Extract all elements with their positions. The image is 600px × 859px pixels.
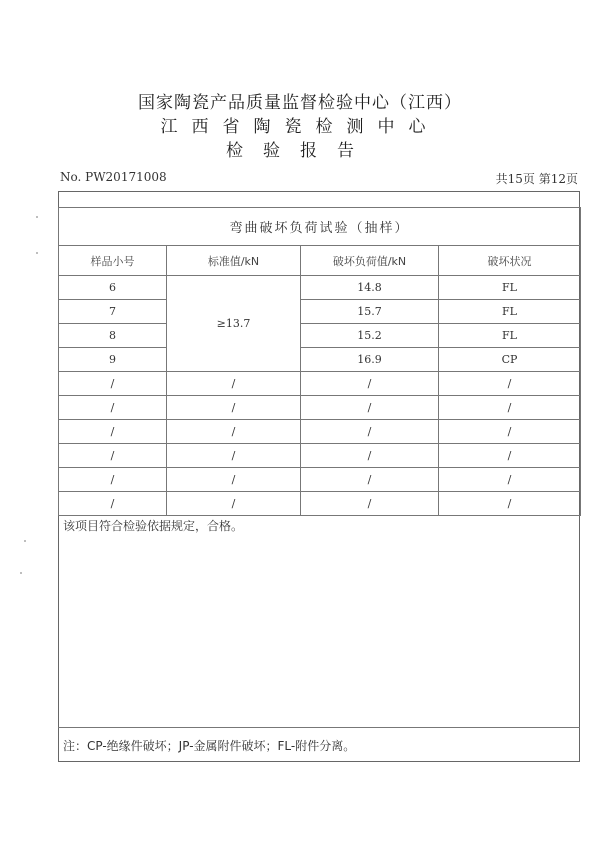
column-header-status: 破坏状况 — [439, 246, 581, 276]
empty-cell: / — [59, 444, 167, 468]
scan-speck — [36, 252, 38, 254]
empty-table-row — [59, 372, 581, 396]
empty-cell: / — [167, 468, 301, 492]
load-cell: 16.9 — [301, 348, 439, 372]
empty-cell: / — [167, 420, 301, 444]
table-caption: 弯曲破坏负荷试验（抽样） — [59, 208, 581, 246]
empty-table-row — [59, 420, 581, 444]
empty-cell: / — [167, 372, 301, 396]
empty-cell: / — [439, 492, 581, 516]
sample-cell: 9 — [59, 348, 167, 372]
column-header-sample: 样品小号 — [59, 246, 167, 276]
empty-cell: / — [59, 492, 167, 516]
sample-cell: 7 — [59, 300, 167, 324]
empty-cell: / — [439, 420, 581, 444]
empty-cell: / — [59, 420, 167, 444]
empty-cell: / — [59, 468, 167, 492]
empty-table-row — [59, 468, 581, 492]
sample-cell: 6 — [59, 276, 167, 300]
empty-cell: / — [167, 444, 301, 468]
column-header-load: 破坏负荷值/kN — [301, 246, 439, 276]
abbreviation-note: 注：CP-绝缘件破坏；JP-金属附件破坏；FL-附件分离。 — [63, 739, 356, 753]
empty-cell: / — [439, 396, 581, 420]
empty-cell: / — [439, 372, 581, 396]
table-row — [59, 276, 581, 300]
column-header-standard: 标准值/kN — [167, 246, 301, 276]
report-number: No. PW20171008 — [60, 170, 167, 184]
results-table — [58, 207, 581, 516]
scan-speck — [24, 540, 26, 542]
load-cell: 14.8 — [301, 276, 439, 300]
sample-cell: 8 — [59, 324, 167, 348]
load-cell: 15.7 — [301, 300, 439, 324]
empty-cell: / — [301, 396, 439, 420]
empty-cell: / — [439, 444, 581, 468]
status-cell: CP — [439, 348, 581, 372]
empty-cell: / — [301, 420, 439, 444]
empty-cell: / — [301, 492, 439, 516]
report-title-line3: 检验报告 — [226, 141, 374, 161]
empty-table-row — [59, 396, 581, 420]
table-row — [59, 348, 581, 372]
empty-cell: / — [167, 396, 301, 420]
scan-speck — [20, 572, 22, 574]
empty-cell: / — [59, 396, 167, 420]
status-cell: FL — [439, 324, 581, 348]
report-title-line2: 江西省陶瓷检测中心 — [160, 117, 440, 137]
empty-cell: / — [167, 492, 301, 516]
empty-table-row — [59, 492, 581, 516]
page-info: 共15页 第12页 — [495, 172, 578, 186]
scan-speck — [36, 216, 38, 218]
table-row — [59, 300, 581, 324]
empty-table-row — [59, 444, 581, 468]
empty-cell: / — [439, 468, 581, 492]
table-row — [59, 324, 581, 348]
status-cell: FL — [439, 300, 581, 324]
empty-cell: / — [59, 372, 167, 396]
load-cell: 15.2 — [301, 324, 439, 348]
note-divider — [58, 727, 580, 728]
empty-cell: / — [301, 372, 439, 396]
test-conclusion: 该项目符合检验依据规定，合格。 — [63, 519, 244, 533]
standard-value-cell: ≥13.7 — [167, 276, 301, 372]
status-cell: FL — [439, 276, 581, 300]
empty-cell: / — [301, 468, 439, 492]
report-title-line1: 国家陶瓷产品质量监督检验中心（江西） — [138, 93, 462, 113]
empty-cell: / — [301, 444, 439, 468]
